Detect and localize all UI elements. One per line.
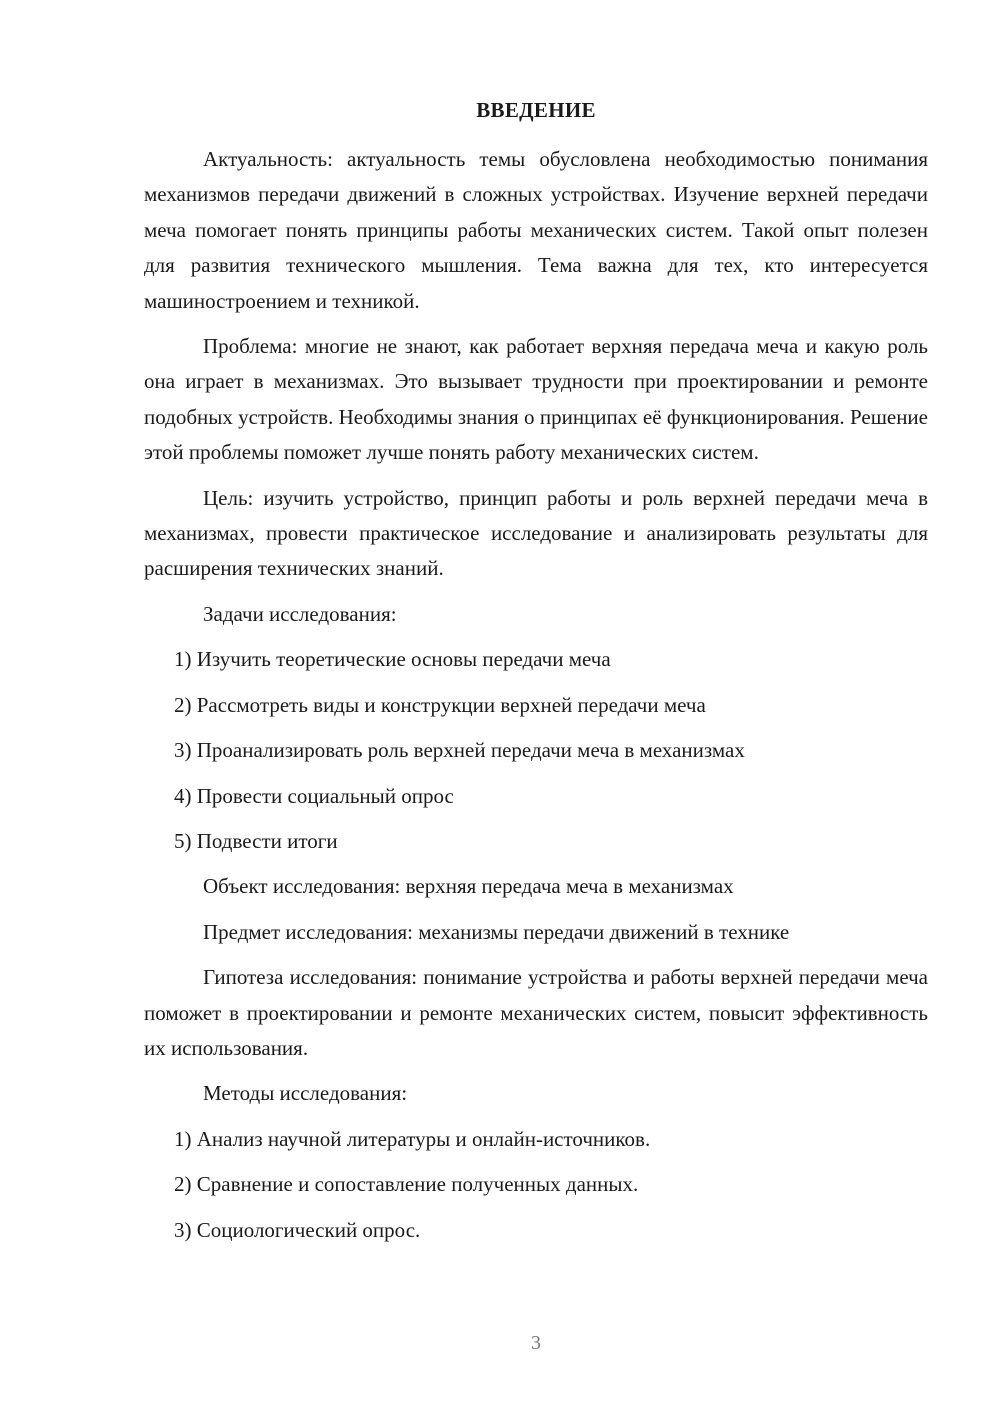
tasks-list [144, 642, 928, 859]
list-item: 2) Сравнение и сопоставление полученных данных. [174, 1172, 639, 1197]
goal-paragraph: Цель: изучить устройство, принцип работы и роль верхней передачи меча в механизмах, провести практическое исследование и анализировать результаты для расширения технических знаний. [144, 485, 928, 581]
subject-line: Предмет исследования: механизмы передачи движений в технике [203, 919, 790, 944]
list-item: 5) Подвести итоги [174, 828, 338, 853]
list-item: 1) Анализ научной литературы и онлайн-источников. [174, 1126, 651, 1151]
list-item: 3) Проанализировать роль верхней передачи меча в механизмах [174, 738, 745, 763]
list-item: 2) Рассмотреть виды и конструкции верхней передачи меча [174, 692, 706, 717]
list-item: 4) Провести социальный опрос [174, 783, 454, 808]
relevance-paragraph: Актуальность: актуальность темы обусловлена необходимостью понимания механизмов передачи движений в сложных устройствах. Изучение верхней передачи меча помогает понять принципы работы механических систем. Такой опыт полезен для развития технического мышления. Тема важна для тех, кто интересуется машиностроением и техникой. [144, 147, 928, 313]
tasks-heading: Задачи исследования: [203, 601, 397, 626]
list-item: 1) Изучить теоретические основы передачи меча [174, 647, 611, 672]
object-line: Объект исследования: верхняя передача меча в механизмах [203, 874, 734, 899]
problem-paragraph: Проблема: многие не знают, как работает верхняя передача меча и какую роль она играет в механизмах. Это вызывает трудности при проектировании и ремонте подобных устройств. Необходимы знания о принципах её функционирования. Решение этой проблемы поможет лучше понять работу механических систем. [144, 334, 928, 465]
methods-list [144, 1122, 928, 1248]
hypothesis-paragraph: Гипотеза исследования: понимание устройства и работы верхней передачи меча поможет в проектировании и ремонте механических систем, повысит эффективность их использования. [144, 965, 928, 1060]
methods-heading: Методы исследования: [203, 1081, 408, 1106]
page-number: 3 [531, 1332, 541, 1354]
page-title: ВВЕДЕНИЕ [476, 98, 596, 122]
list-item: 3) Социологический опрос. [174, 1217, 421, 1242]
document-page [144, 92, 928, 1258]
